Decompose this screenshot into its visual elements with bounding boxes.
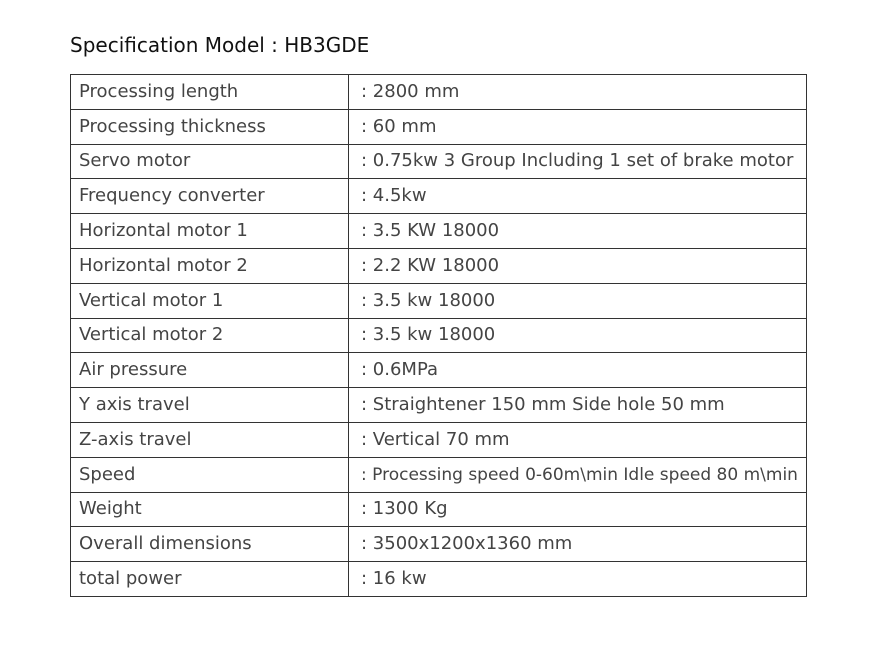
row-label-horizontal-motor-1: Horizontal motor 1 bbox=[71, 214, 349, 249]
row-value-processing-length: : 2800 mm bbox=[349, 75, 807, 110]
row-value-servo-motor: : 0.75kw 3 Group Including 1 set of brake motor bbox=[349, 144, 807, 179]
row-label-vertical-motor-1: Vertical motor 1 bbox=[71, 283, 349, 318]
row-label-processing-length: Processing length bbox=[71, 75, 349, 110]
row-value-overall-dimensions: : 3500x1200x1360 mm bbox=[349, 527, 807, 562]
table-row bbox=[71, 283, 807, 318]
table-row bbox=[71, 179, 807, 214]
row-label-air-pressure: Air pressure bbox=[71, 353, 349, 388]
row-value-total-power: : 16 kw bbox=[349, 562, 807, 597]
row-value-air-pressure: : 0.6MPa bbox=[349, 353, 807, 388]
table-row bbox=[71, 527, 807, 562]
row-value-processing-thickness: : 60 mm bbox=[349, 109, 807, 144]
row-value-vertical-motor-1: : 3.5 kw 18000 bbox=[349, 283, 807, 318]
table-row bbox=[71, 214, 807, 249]
row-label-weight: Weight bbox=[71, 492, 349, 527]
row-value-horizontal-motor-1: : 3.5 KW 18000 bbox=[349, 214, 807, 249]
row-label-z-axis-travel: Z-axis travel bbox=[71, 422, 349, 457]
specification-table bbox=[70, 74, 807, 597]
table-row bbox=[71, 144, 807, 179]
row-value-weight: : 1300 Kg bbox=[349, 492, 807, 527]
table-row bbox=[71, 422, 807, 457]
row-label-frequency-converter: Frequency converter bbox=[71, 179, 349, 214]
row-label-horizontal-motor-2: Horizontal motor 2 bbox=[71, 248, 349, 283]
row-value-frequency-converter: : 4.5kw bbox=[349, 179, 807, 214]
row-label-speed: Speed bbox=[71, 457, 349, 492]
table-row bbox=[71, 318, 807, 353]
row-value-vertical-motor-2: : 3.5 kw 18000 bbox=[349, 318, 807, 353]
page-title: Specification Model : HB3GDE bbox=[70, 33, 370, 57]
row-label-y-axis-travel: Y axis travel bbox=[71, 388, 349, 423]
row-label-total-power: total power bbox=[71, 562, 349, 597]
row-value-horizontal-motor-2: : 2.2 KW 18000 bbox=[349, 248, 807, 283]
row-label-servo-motor: Servo motor bbox=[71, 144, 349, 179]
row-value-y-axis-travel: : Straightener 150 mm Side hole 50 mm bbox=[349, 388, 807, 423]
table-row bbox=[71, 457, 807, 492]
table-row bbox=[71, 353, 807, 388]
table-row bbox=[71, 109, 807, 144]
row-value-z-axis-travel: : Vertical 70 mm bbox=[349, 422, 807, 457]
table-row bbox=[71, 492, 807, 527]
row-label-overall-dimensions: Overall dimensions bbox=[71, 527, 349, 562]
table-row bbox=[71, 248, 807, 283]
row-label-processing-thickness: Processing thickness bbox=[71, 109, 349, 144]
table-row bbox=[71, 388, 807, 423]
table-row bbox=[71, 562, 807, 597]
row-label-vertical-motor-2: Vertical motor 2 bbox=[71, 318, 349, 353]
row-value-speed: : Processing speed 0-60m\min Idle speed 80 m\min bbox=[349, 457, 807, 492]
table-row bbox=[71, 75, 807, 110]
